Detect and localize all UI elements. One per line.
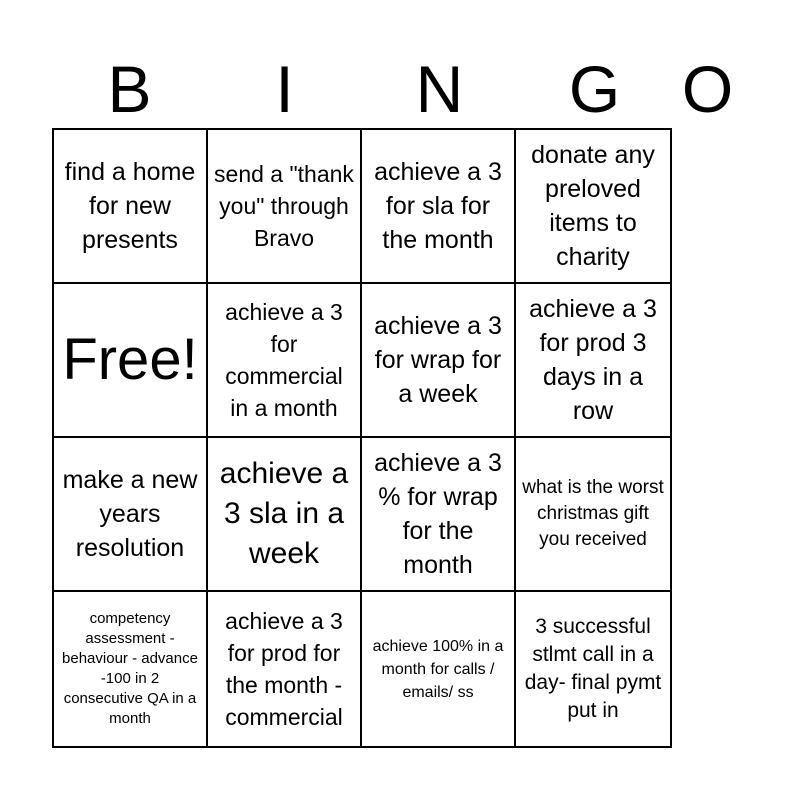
bingo-cell-free[interactable]: Free! — [54, 284, 208, 438]
bingo-cell-4[interactable]: donate any preloved items to charity — [516, 130, 670, 284]
bingo-cell-7[interactable]: achieve a 3 for wrap for a week — [362, 284, 516, 438]
header-letter-o: O — [681, 52, 734, 126]
bingo-cell-8[interactable]: achieve a 3 for prod 3 days in a row — [516, 284, 670, 438]
bingo-cell-10[interactable]: achieve a 3 sla in a week — [208, 438, 362, 592]
bingo-cell-13[interactable]: competency assessment - behaviour - advance -100 in 2 consecutive QA in a month — [54, 592, 208, 746]
bingo-card-grid — [52, 128, 672, 748]
header-letter-i: I — [275, 52, 294, 126]
bingo-cell-16[interactable]: 3 successful stlmt call in a day- final pymt put in — [524, 615, 662, 722]
bingo-cell-2[interactable]: send a "thank you" through Bravo — [208, 130, 362, 284]
bingo-cell-12[interactable]: what is the worst christmas gift you received — [516, 438, 670, 592]
bingo-cell-15[interactable]: achieve 100% in a month for calls / emails/ ss — [362, 592, 516, 746]
header-letter-b: B — [107, 52, 152, 126]
bingo-cell-1[interactable]: find a home for new presents — [54, 130, 208, 284]
bingo-cell-9[interactable]: make a new years resolution — [54, 438, 208, 592]
header-letter-n: N — [415, 52, 464, 126]
bingo-header — [52, 50, 734, 128]
header-letter-g: G — [568, 52, 621, 126]
bingo-cell-6[interactable]: achieve a 3 for commercial in a month — [208, 284, 362, 438]
bingo-cell-14[interactable]: achieve a 3 for prod for the month - commercial — [208, 592, 362, 746]
bingo-cell-11[interactable]: achieve a 3 % for wrap for the month — [362, 438, 516, 592]
bingo-cell-3[interactable]: achieve a 3 for sla for the month — [362, 130, 516, 284]
